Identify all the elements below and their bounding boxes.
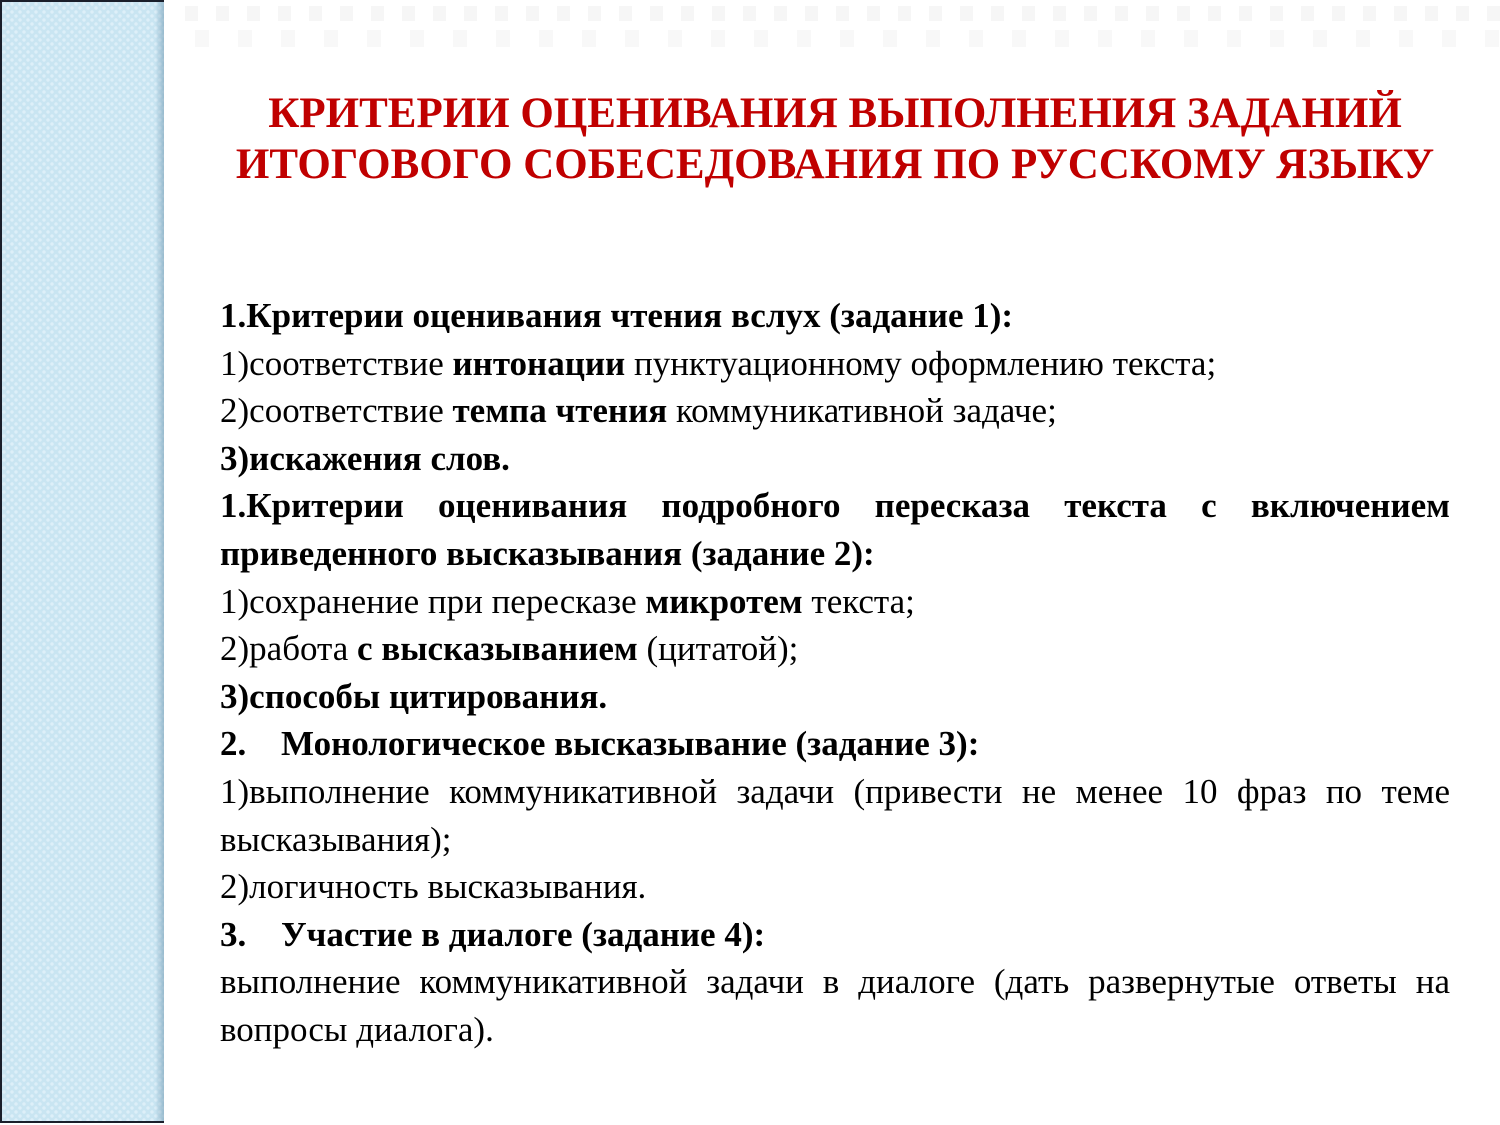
text-segment: Участие в диалоге (задание 4): [281, 914, 766, 954]
body-line [220, 958, 1450, 1006]
body-line [220, 435, 1450, 483]
slide-title [170, 88, 1500, 190]
body-line [220, 673, 1450, 721]
text-segment: текста; [802, 581, 915, 621]
body-line [220, 578, 1450, 626]
title-line-1: КРИТЕРИИ ОЦЕНИВАНИЯ ВЫПОЛНЕНИЯ ЗАДАНИЙ [268, 90, 1402, 137]
list-number: 3. [220, 914, 247, 954]
text-segment: 1)сохранение при пересказе [220, 581, 646, 621]
text-segment: (цитатой); [637, 629, 799, 669]
text-segment: коммуникативной задаче; [667, 391, 1057, 431]
text-segment: высказывания); [220, 819, 452, 859]
text-segment: микротем [645, 581, 803, 621]
body-line [220, 1006, 1450, 1054]
body-line [220, 863, 1450, 911]
text-segment: пунктуационному оформлению текста; [625, 343, 1217, 383]
text-segment: с высказыванием [357, 629, 638, 669]
text-segment: вопросы диалога). [220, 1009, 494, 1049]
list-number: 2. [220, 724, 247, 764]
body-line [220, 340, 1450, 388]
text-segment: 1.Критерии оценивания чтения вслух (задание 1): [220, 296, 1014, 335]
text-segment: 3)искажения слов. [220, 438, 510, 478]
body-line [220, 482, 1450, 530]
body-line [220, 911, 1450, 959]
body-line [220, 530, 1450, 578]
body-line [220, 768, 1450, 816]
body-text [220, 292, 1450, 1054]
body-line [220, 720, 1450, 768]
text-segment: интонации [452, 343, 626, 383]
text-segment: 1.Критерии оценивания подробного пересказа текста с включением [220, 486, 1450, 526]
text-segment: 2)соответствие [220, 391, 453, 431]
text-segment: 3)способы цитирования. [220, 676, 608, 716]
sidebar-edge-shadow [155, 2, 164, 1121]
top-artifact-band [185, 0, 1500, 56]
text-segment: 1)соответствие [220, 343, 453, 383]
text-segment: приведенного высказывания (задание 2): [220, 533, 875, 573]
body-line [220, 387, 1450, 435]
text-segment: Монологическое высказывание (задание 3): [281, 724, 980, 764]
body-line [220, 292, 1450, 340]
text-segment: 2)логичность высказывания. [220, 867, 647, 907]
text-segment: 2)работа [220, 629, 358, 669]
decorative-sidebar [0, 0, 164, 1123]
text-segment: 1)выполнение коммуникативной задачи (привести не менее 10 фраз по теме [220, 771, 1450, 811]
body-line [220, 816, 1450, 864]
title-line-2: ИТОГОВОГО СОБЕСЕДОВАНИЯ ПО РУССКОМУ ЯЗЫКУ [235, 141, 1435, 188]
body-line [220, 625, 1450, 673]
text-segment: выполнение коммуникативной задачи в диалоге (дать развернутые ответы на [220, 962, 1450, 1002]
text-segment: темпа чтения [452, 391, 668, 431]
